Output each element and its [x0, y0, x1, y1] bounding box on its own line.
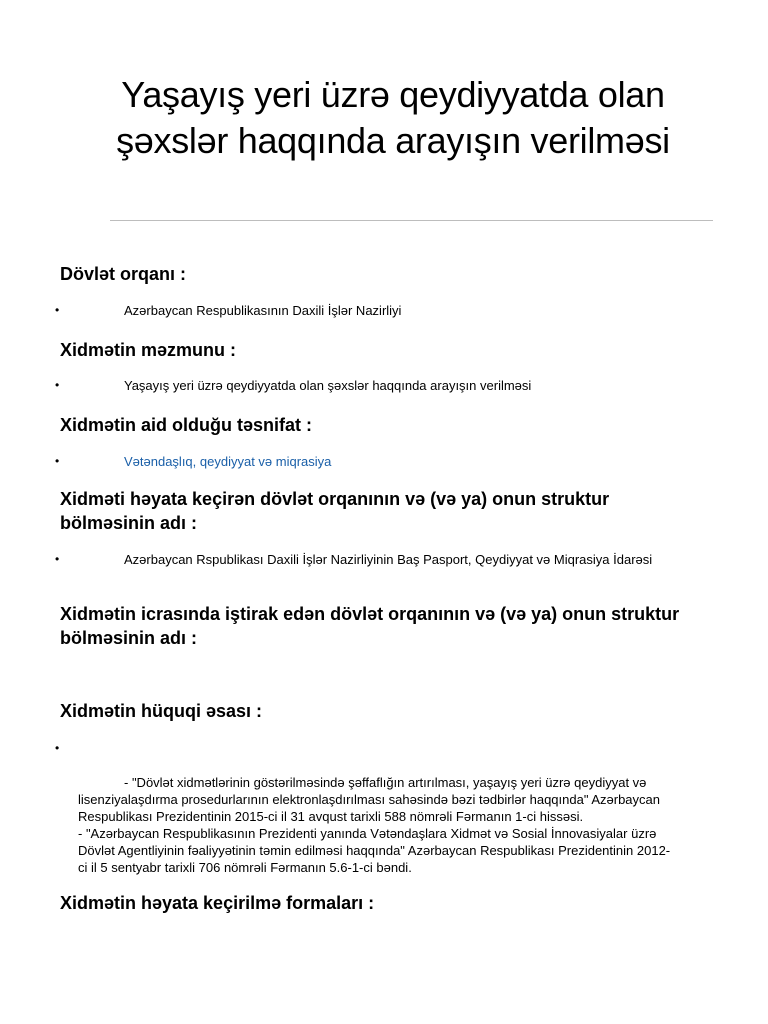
list-item-executing-agency [55, 551, 675, 568]
document-title: Yaşayış yeri üzrə qeydiyyatda olan şəxslər haqqında arayışın verilməsi [116, 74, 670, 161]
list-item-state-agency [55, 302, 675, 319]
heading-state-agency: Dövlət orqanı : [60, 264, 187, 284]
title-divider [110, 220, 713, 221]
list-item-service-content [55, 377, 675, 394]
heading-service-content: Xidmətin məzmunu : [60, 340, 237, 360]
item-text: Azərbaycan Respublikasının Daxili İşlər Nazirliyi [124, 303, 402, 318]
heading-participating-agency: Xidmətin icrasında iştirak edən dövlət orqanının və (və ya) onun struktur bölməsinin adı : [60, 604, 680, 648]
heading-legal-basis: Xidmətin hüquqi əsası : [60, 701, 263, 721]
item-text: Azərbaycan Rspublikası Daxili İşlər Nazirliyinin Baş Pasport, Qeydiyyat və Miqrasiya İdarəsi [124, 552, 653, 567]
list-item-legal-basis [55, 740, 675, 893]
item-text: - "Dövlət xidmətlərinin göstərilməsində şəffaflığın artırılması, yaşayış yeri üzrə qeydiyyat və lisenziyalaşdırma prosedurlarının elektronlaşdırılması sahəsində bəzi tədbirlər haqqında" Azərbaycan Respublikası Prezidentinin 2015-ci il 31 avqust tarixli 588 nömrəli Fərmanın 1-ci hissəsi. - "Azərbaycan Respublikasının Prezidenti yanında Vətəndaşlara Xidmət və Sosial İnnovasiyalar üzrə Dövlət Agentliyinin fəaliyyətinin təmin edilməsi haqqında" Azərbaycan Respublikası Prezidentinin 2012-ci il 5 sentyabr tarixli 706 nömrəli Fərmanın 5.6-1-ci bəndi. [78, 775, 671, 875]
item-text: Yaşayış yeri üzrə qeydiyyatda olan şəxslər haqqında arayışın verilməsi [124, 378, 532, 393]
heading-classification: Xidmətin aid olduğu təsnifat : [60, 415, 312, 435]
classification-link[interactable]: Vətəndaşlıq, qeydiyyat və miqrasiya [124, 454, 332, 469]
list-item-classification[interactable] [55, 453, 675, 470]
bullet-icon: • [55, 454, 60, 468]
bullet-icon: • [55, 378, 60, 392]
bullet-icon: • [55, 552, 60, 566]
heading-service-forms: Xidmətin həyata keçirilmə formaları : [60, 893, 375, 913]
bullet-icon: • [55, 741, 60, 755]
bullet-icon: • [55, 303, 60, 317]
heading-executing-agency: Xidməti həyata keçirən dövlət orqanının və (və ya) onun struktur bölməsinin adı : [60, 489, 610, 533]
